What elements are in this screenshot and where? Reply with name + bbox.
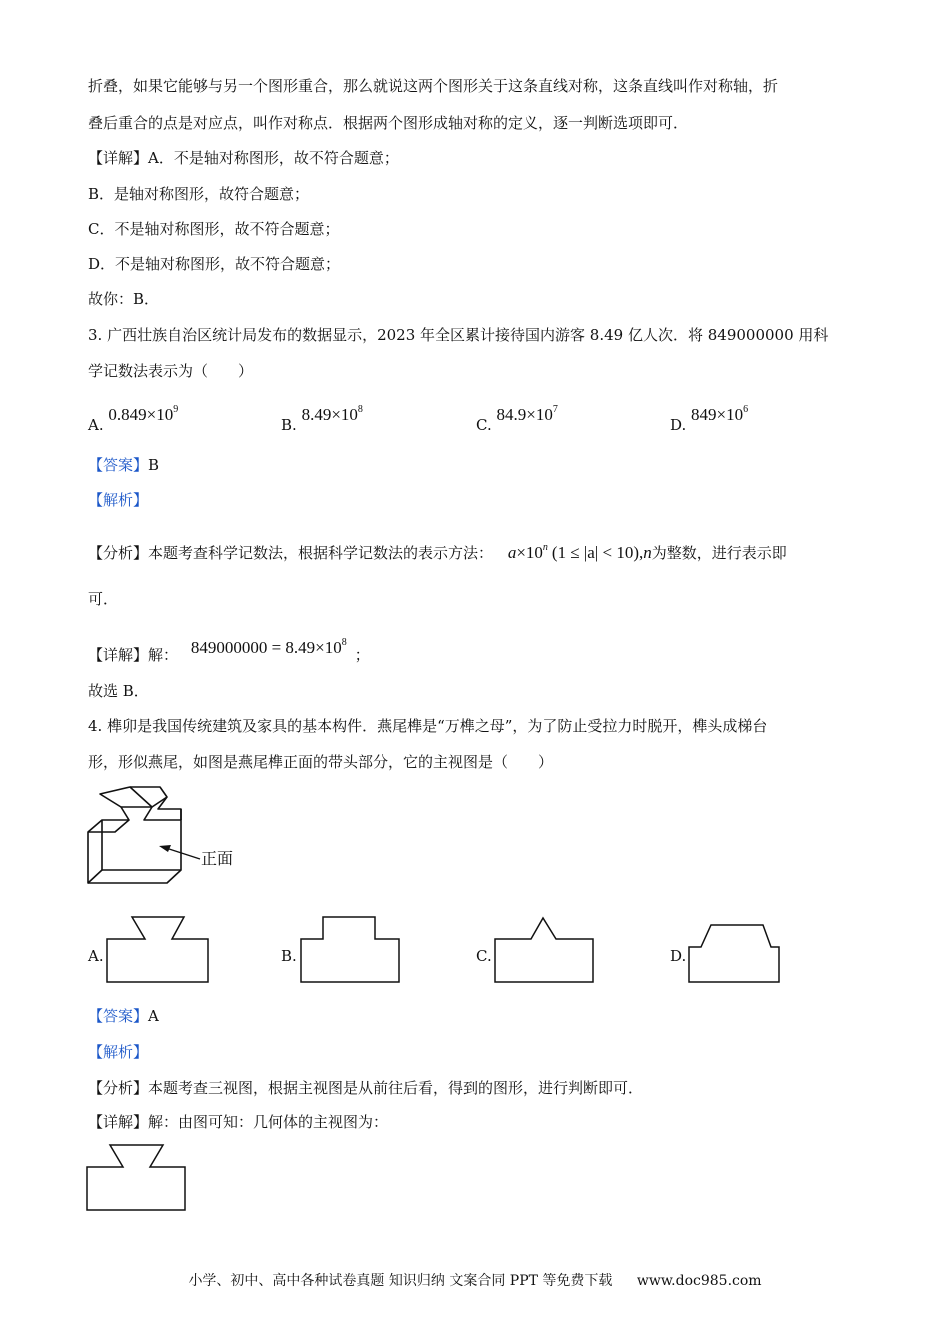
q4-option-a-figure <box>105 915 211 985</box>
text-line: 折叠，如果它能够与另一个图形重合，那么就说这两个图形关于这条直线对称，这条直线叫作对称轴，折 <box>88 77 779 95</box>
q4-option-c-figure <box>493 915 597 985</box>
q4-stem-line1: 4. 榫卯是我国传统建筑及家具的基本构件．燕尾榫是“万榫之母”，为了防止受拉力时脱开，榫头成梯台 <box>88 717 768 735</box>
q4-option-b-figure <box>299 915 403 985</box>
q4-answer-figure <box>85 1143 189 1213</box>
q4-option-d-figure <box>687 923 781 985</box>
detail-label: 【详解】 <box>88 646 149 664</box>
footer <box>0 1270 950 1290</box>
footer-url[interactable]: www.doc985.com <box>636 1273 762 1289</box>
q3-option-a: A. $0.849\times 10^9$ <box>88 404 179 434</box>
q4-answer <box>88 1006 159 1026</box>
fenxi-label: 【分析】 <box>88 1079 149 1097</box>
q4-fenxi: 【分析】本题考查三视图，根据主视图是从前往后看，得到的图形，进行判断即可． <box>88 1079 644 1097</box>
fenxi-label: 【分析】 <box>88 544 149 562</box>
text-line: B．是轴对称图形，故符合题意； <box>88 185 310 203</box>
detail-label: 【详解】 <box>88 1113 149 1131</box>
q4-option-d-letter: D. <box>670 947 687 965</box>
text-line: 叠后重合的点是对应点，叫作对称点．根据两个图形成轴对称的定义，逐一判断选项即可． <box>88 114 689 132</box>
q4-option-c-letter: C. <box>476 947 492 965</box>
answer-value: A <box>148 1007 159 1025</box>
answer-label: 【答案】 <box>88 456 149 474</box>
q3-option-c: C. $84.9\times 10^7$ <box>476 404 558 434</box>
q3-option-b: B. $8.49\times 10^8$ <box>281 404 363 434</box>
q3-detail: 【详解】解： $849000000 = 8.49\times 10^8$； <box>88 637 370 664</box>
q3-stem-line1: 3. 广西壮族自治区统计局发布的数据显示，2023 年全区累计接待国内游客 8.49 亿人次．将 849000000 用科 <box>88 326 829 344</box>
q3-stem-line2: 学记数法表示为（ ） <box>88 362 254 380</box>
q4-option-b-letter: B. <box>281 947 297 965</box>
q3-fenxi-cont: 可． <box>88 590 119 608</box>
arrow-head-icon <box>159 845 171 852</box>
q4-detail: 【详解】解：由图可知：几何体的主视图为： <box>88 1113 389 1131</box>
q3-conclusion: 故选 B． <box>88 682 149 700</box>
q4-stem-line2: 形，形似燕尾，如图是燕尾榫正面的带头部分，它的主视图是（ ） <box>88 753 554 771</box>
answer-label: 【答案】 <box>88 1007 149 1025</box>
q4-analysis-label: 【解析】 <box>88 1043 149 1061</box>
detail-text: A．不是轴对称图形，故不符合题意； <box>148 149 399 167</box>
answer-value: B <box>148 456 160 474</box>
text-line: 故你：B． <box>88 290 160 308</box>
arrow-line <box>166 848 200 859</box>
dovetail-3d-figure <box>84 785 284 895</box>
detail-line <box>88 148 399 168</box>
q3-analysis-label: 【解析】 <box>88 491 149 509</box>
q3-option-d: D. $849\times 10^6$ <box>670 404 749 434</box>
detail-label: 【详解】 <box>88 149 149 167</box>
text-line: D．不是轴对称图形，故不符合题意； <box>88 255 341 273</box>
footer-text: 小学、初中、高中各种试卷真题 知识归纳 文案合同 PPT 等免费下载 <box>188 1273 613 1289</box>
q4-option-a-letter: A. <box>88 947 104 965</box>
front-label: 正面 <box>201 849 234 868</box>
text-line: C．不是轴对称图形，故不符合题意； <box>88 220 340 238</box>
q3-answer <box>88 455 159 475</box>
q3-fenxi: 【分析】本题考查科学记数法，根据科学记数法的表示方法： $a\times 10^n$ (1 ≤ |a| < 10),n为整数，进行表示即 <box>88 542 787 562</box>
